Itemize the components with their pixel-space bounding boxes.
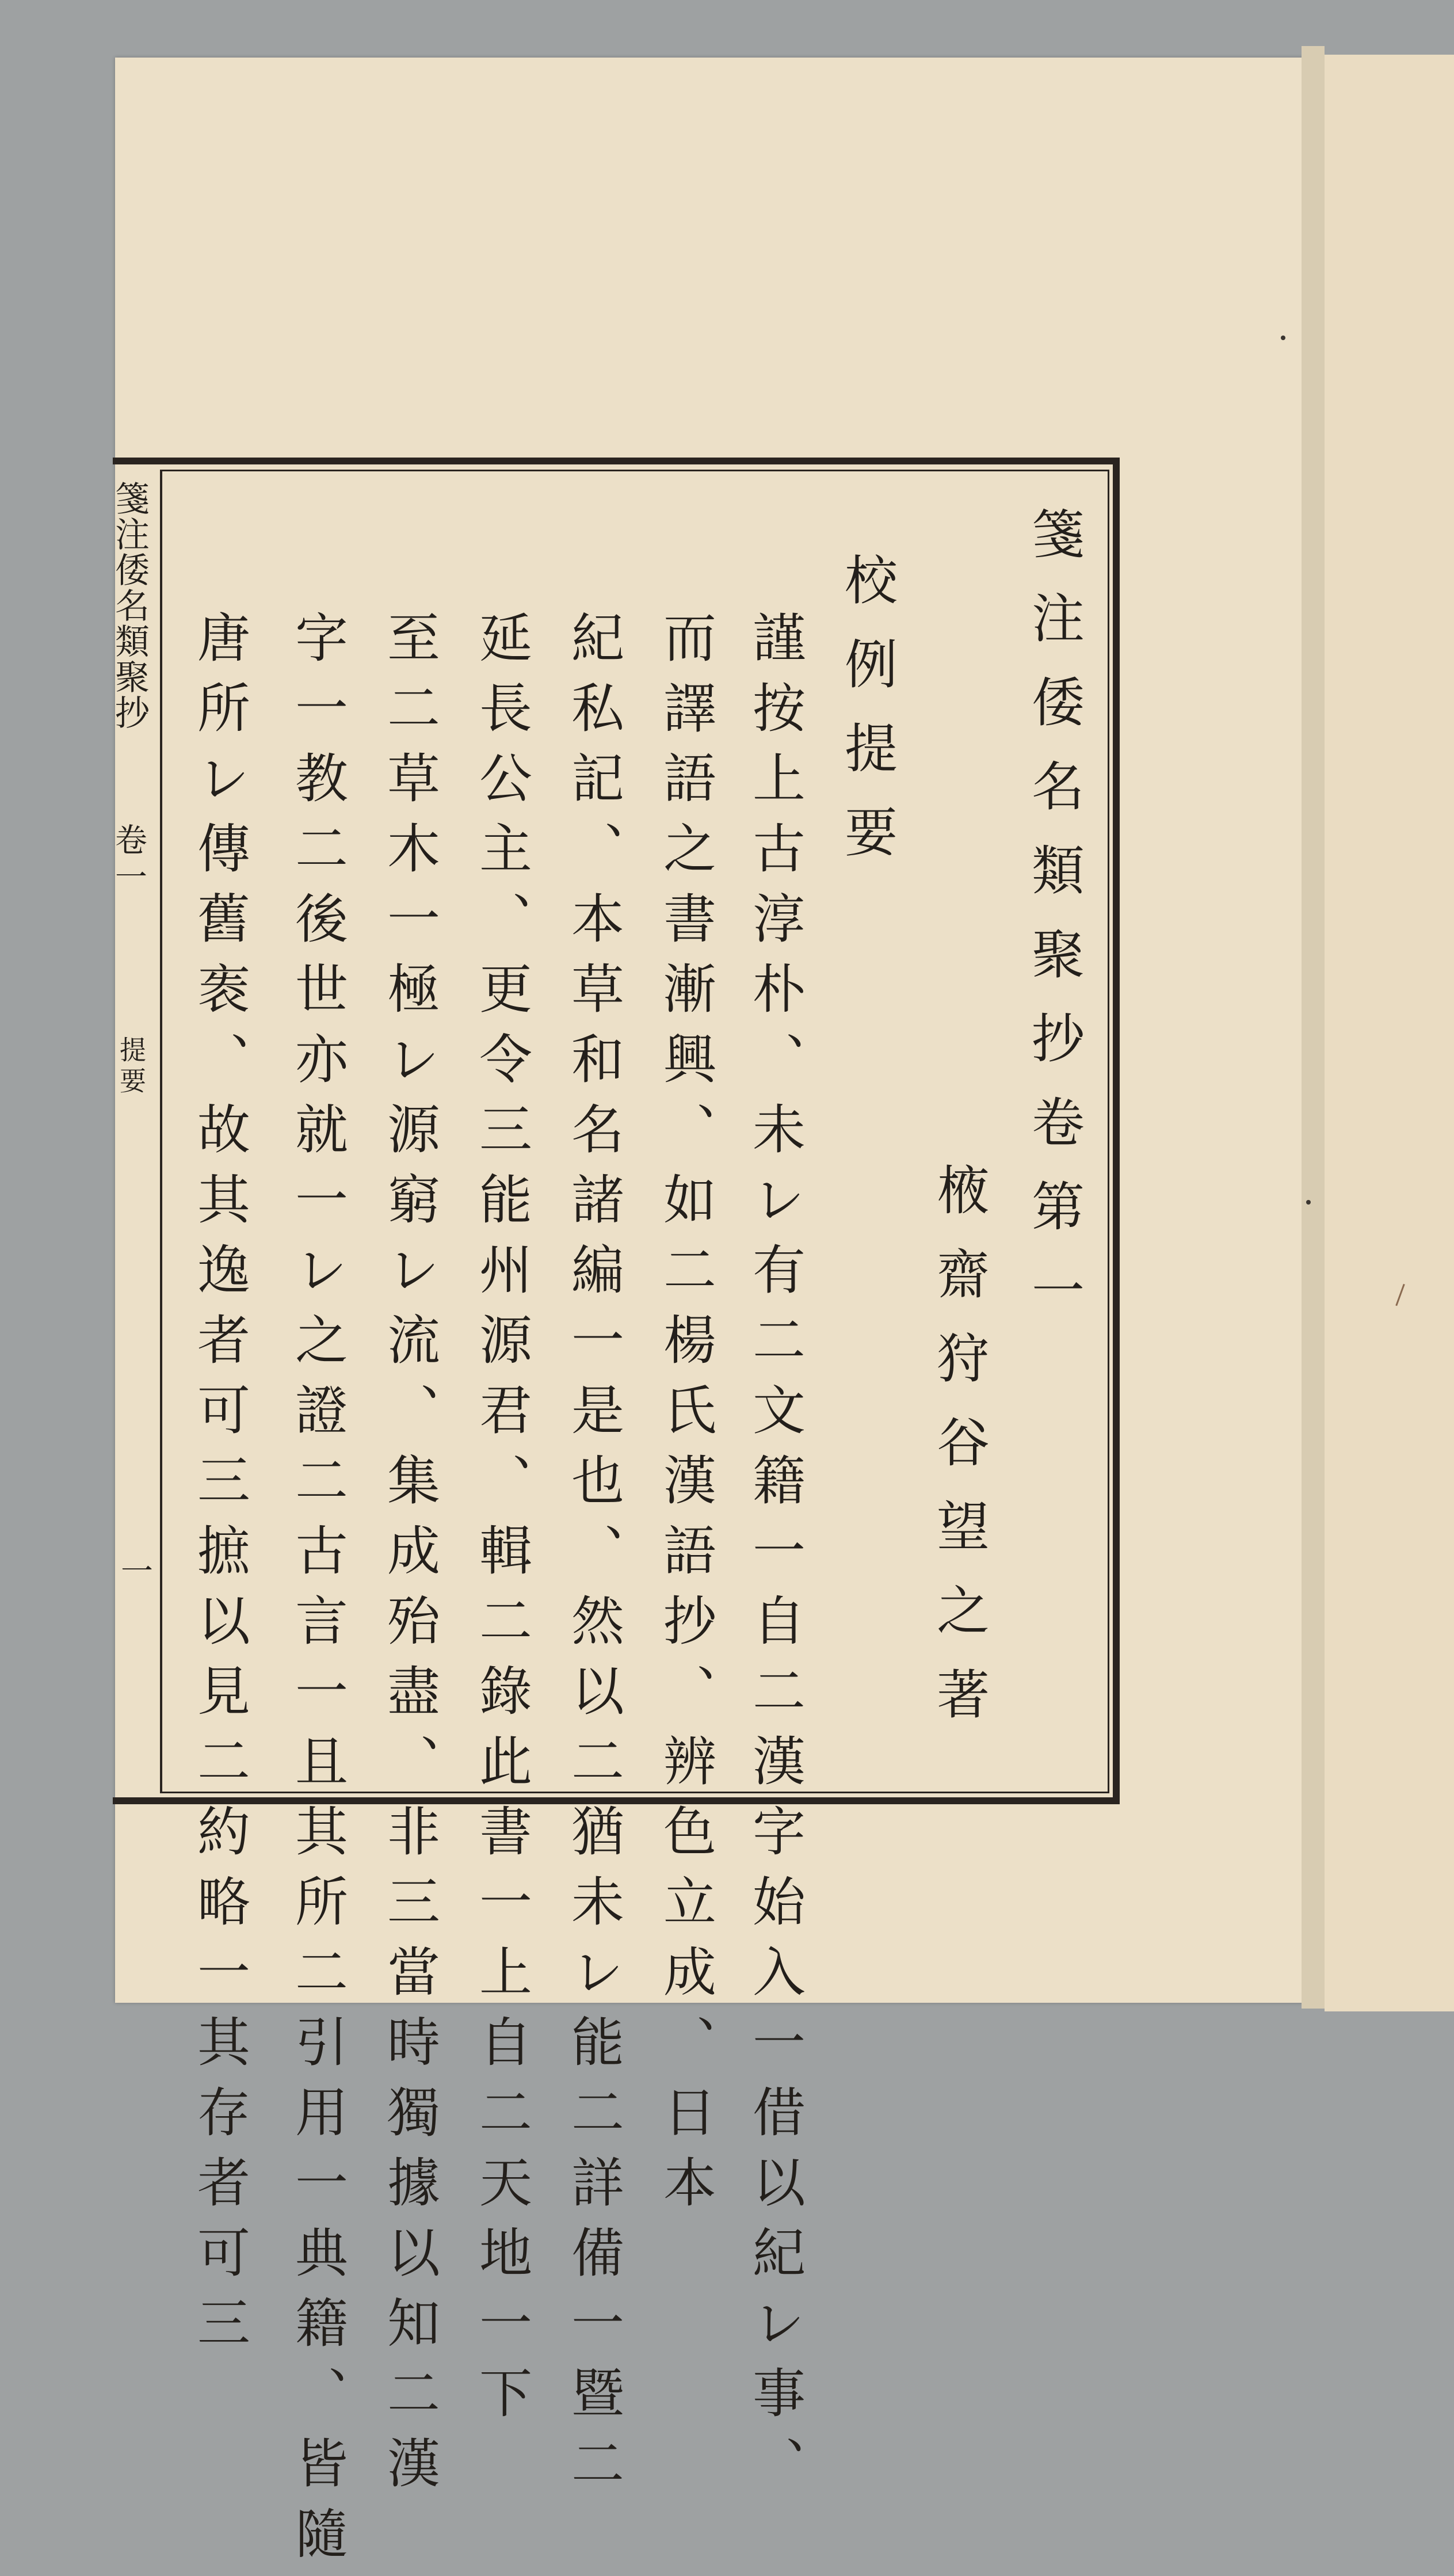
next-page-edge (1325, 55, 1454, 2011)
margin-volume: 卷一 (110, 823, 147, 897)
book-spine (1302, 46, 1325, 2009)
text-column-4: 延長公主、更令三能州源君、輯二錄此書一上自二天地一下 (471, 610, 532, 2436)
page-number: 一 (116, 1554, 153, 1591)
paper-speck (1281, 336, 1285, 340)
author-column: 棭齋狩谷望之著 (928, 1163, 990, 1751)
text-column-2: 而譯語之書漸興、如二楊氏漢語抄、辨色立成、日本 (655, 610, 716, 2225)
title-column: 箋注倭名類聚抄卷第一 (1023, 506, 1085, 1347)
text-column-1: 謹按上古淳朴、未レ有二文籍一自二漢字始入一借以紀レ事、 (744, 610, 806, 2506)
text-column-7: 唐所レ傳舊袠、故其逸者可三摭以見二約略一其存者可三 (189, 610, 250, 2365)
text-column-3: 紀私記、本草和名諸編一是也、然以二猶未レ能二詳備一暨二 (563, 610, 624, 2506)
margin-title: 箋注倭名類聚抄 (109, 481, 150, 730)
margin-section: 提要 (116, 1036, 147, 1098)
text-column-5: 至二草木一極レ源窮レ流、集成殆盡、非三當時獨據以知二漢 (379, 610, 440, 2506)
heading-column: 校例提要 (836, 552, 898, 889)
paper-speck (1306, 1200, 1311, 1205)
text-column-6: 字一教二後世亦就一レ之證二古言一且其所二引用一典籍、皆隨 (287, 610, 348, 2576)
